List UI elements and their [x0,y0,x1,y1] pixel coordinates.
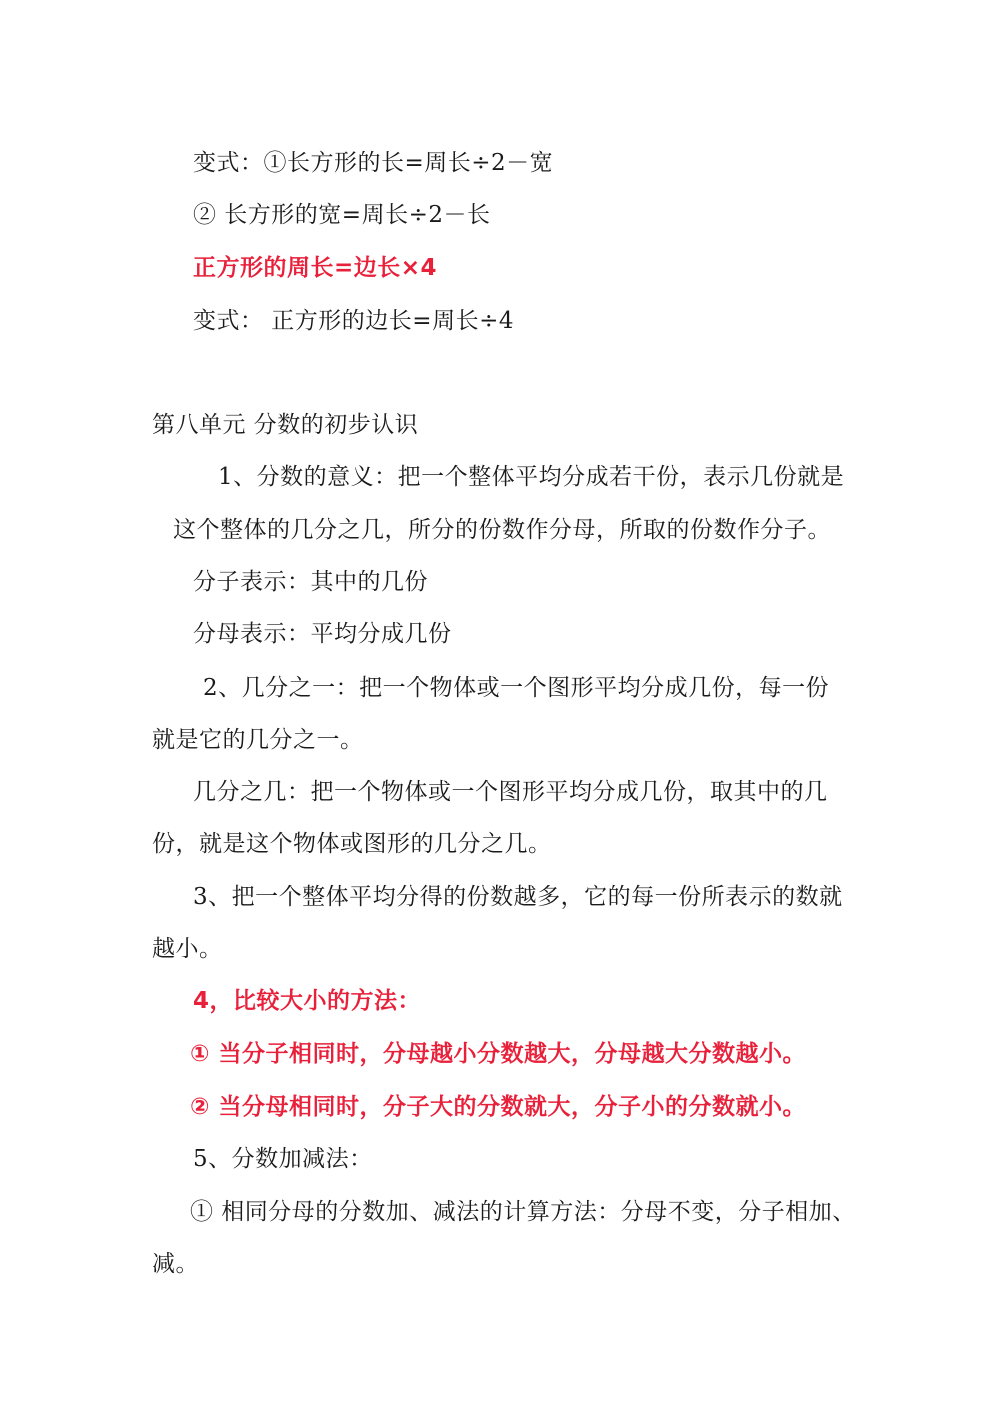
section-heading-unit-eight: 第八单元 分数的初步认识 [152,412,419,438]
rule-same-denominator: ② 当分母相同时，分子大的分数就大，分子小的分数就小。 [190,1094,806,1120]
paragraph-fraction-meaning: 1、分数的意义：把一个整体平均分成若干份，表示几份就是 [218,464,845,490]
heading-comparison-method: 4，比较大小的方法： [193,988,422,1014]
numerator-meaning: 分子表示：其中的几份 [193,569,428,595]
denominator-meaning: 分母表示：平均分成几份 [193,621,452,647]
rule-same-numerator: ① 当分子相同时，分母越小分数越大，分母越大分数越小。 [190,1041,806,1067]
formula-variant-rectangle-width: ② 长方形的宽=周长÷2－长 [193,202,491,228]
paragraph-fraction-parts: 几分之几：把一个物体或一个图形平均分成几份，取其中的几 [193,779,828,805]
paragraph-unit-fraction-cont: 就是它的几分之一。 [152,727,364,753]
formula-variant-square-side: 变式： 正方形的边长=周长÷4 [193,308,514,334]
heading-fraction-add-subtract: 5、分数加减法： [193,1146,373,1172]
paragraph-same-denominator-add: ① 相同分母的分数加、减法的计算方法：分母不变，分子相加、 [190,1199,856,1225]
paragraph-unit-fraction: 2、几分之一：把一个物体或一个图形平均分成几份，每一份 [203,675,830,701]
paragraph-fraction-parts-cont: 份，就是这个物体或图形的几分之几。 [152,831,552,857]
formula-variant-rectangle-length: 变式：①长方形的长=周长÷2－宽 [193,150,554,176]
formula-square-perimeter: 正方形的周长=边长×4 [193,255,438,281]
paragraph-fraction-meaning-cont: 这个整体的几分之几，所分的份数作分母，所取的份数作分子。 [173,517,831,543]
paragraph-more-parts: 3、把一个整体平均分得的份数越多，它的每一份所表示的数就 [193,884,843,910]
paragraph-same-denominator-add-cont: 减。 [152,1251,199,1277]
paragraph-more-parts-cont: 越小。 [152,936,223,962]
